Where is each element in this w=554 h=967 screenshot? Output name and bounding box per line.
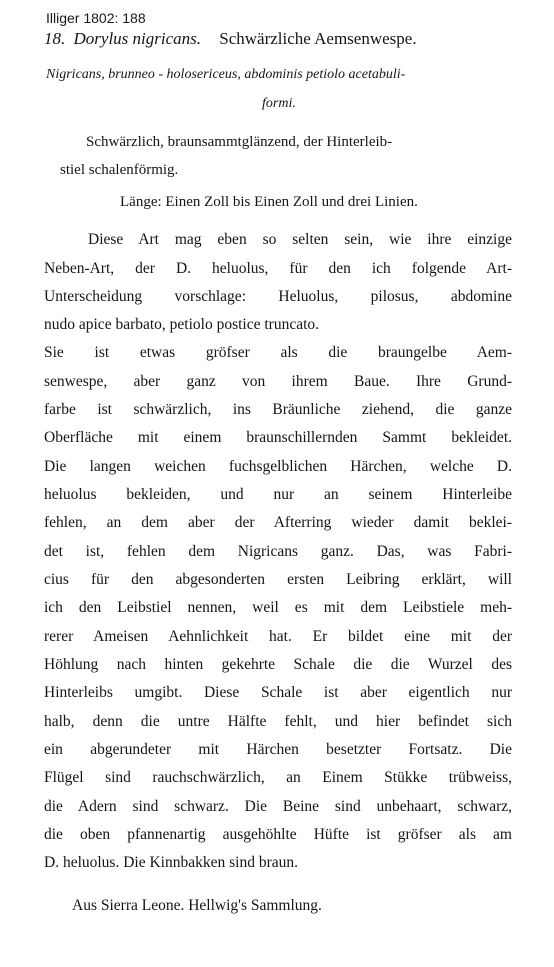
body-line-8: Oberfläche mit einem braunschillernden Sammt bekleidet. xyxy=(44,429,512,446)
body-line-7: farbe ist schwärzlich, ins Bräunliche ziehend, die ganze xyxy=(44,401,512,418)
locality-line: Aus Sierra Leone. Hellwig's Sammlung. xyxy=(72,897,322,914)
body-line-21: die Adern sind schwarz. Die Beine sind unbehaart, schwarz, xyxy=(44,798,512,815)
body-line-23: D. heluolus. Die Kinnbakken sind braun. xyxy=(44,854,298,871)
page-reference: Illiger 1802: 188 xyxy=(46,10,146,26)
body-line-14: ich den Leibstiel nennen, weil es mit dem Leibstiele meh- xyxy=(44,599,512,616)
body-line-20: Flügel sind rauchschwärzlich, an Einem Stükke trübweiss, xyxy=(44,769,512,786)
body-line-4: nudo apice barbato, petiolo postice truncato. xyxy=(44,316,320,333)
german-diagnosis-line-1: Schwärzlich, braunsammtglänzend, der Hinterleib- xyxy=(86,134,393,150)
entry-title-line xyxy=(44,30,417,48)
latin-diagnosis-line-2: formi. xyxy=(262,96,296,111)
body-line-16: Höhlung nach hinten gekehrte Schale die die Wurzel des xyxy=(44,656,512,673)
body-line-12: det ist, fehlen dem Nigricans ganz. Das, was Fabri- xyxy=(44,543,512,560)
body-line-10: heluolus bekleiden, und nur an seinem Hinterleibe xyxy=(44,486,512,503)
german-diagnosis-line-2: stiel schalenförmig. xyxy=(60,162,179,178)
body-line-18: halb, denn die untre Hälfte fehlt, und hier befindet sich xyxy=(44,713,512,730)
entry-number: 18. xyxy=(44,29,66,48)
body-line-17: Hinterleibs umgibt. Diese Schale ist aber eigentlich nur xyxy=(44,684,512,701)
body-line-1: Diese Art mag eben so selten sein, wie ihre einzige xyxy=(88,231,512,248)
body-line-6: senwespe, aber ganz von ihrem Baue. Ihre Grund- xyxy=(44,373,512,390)
latin-diagnosis-line-1: Nigricans, brunneo - holosericeus, abdominis petiolo acetabuli- xyxy=(46,67,406,82)
body-line-13: cius für den abgesonderten ersten Leibring erklärt, will xyxy=(44,571,512,588)
body-line-11: fehlen, an dem aber der Afterring wieder damit beklei- xyxy=(44,514,512,531)
species-name: Dorylus nigricans. xyxy=(73,29,201,48)
body-line-19: ein abgerundeter mit Härchen besetzter Fortsatz. Die xyxy=(44,741,512,758)
body-line-3: Unterscheidung vorschlage: Heluolus, pilosus, abdomine xyxy=(44,288,512,305)
common-name: Schwärzliche Aemsenwespe. xyxy=(219,29,417,48)
length-line: Länge: Einen Zoll bis Einen Zoll und drei Linien. xyxy=(120,194,418,210)
body-line-15: rerer Ameisen Aehnlichkeit hat. Er bildet eine mit der xyxy=(44,628,512,645)
body-line-9: Die langen weichen fuchsgelblichen Härchen, welche D. xyxy=(44,458,512,475)
body-line-5: Sie ist etwas gröfser als die braungelbe Aem- xyxy=(44,344,512,361)
body-line-22: die oben pfannenartig ausgehöhlte Hüfte ist gröfser als am xyxy=(44,826,512,843)
body-line-2: Neben-Art, der D. heluolus, für den ich folgende Art- xyxy=(44,260,512,277)
